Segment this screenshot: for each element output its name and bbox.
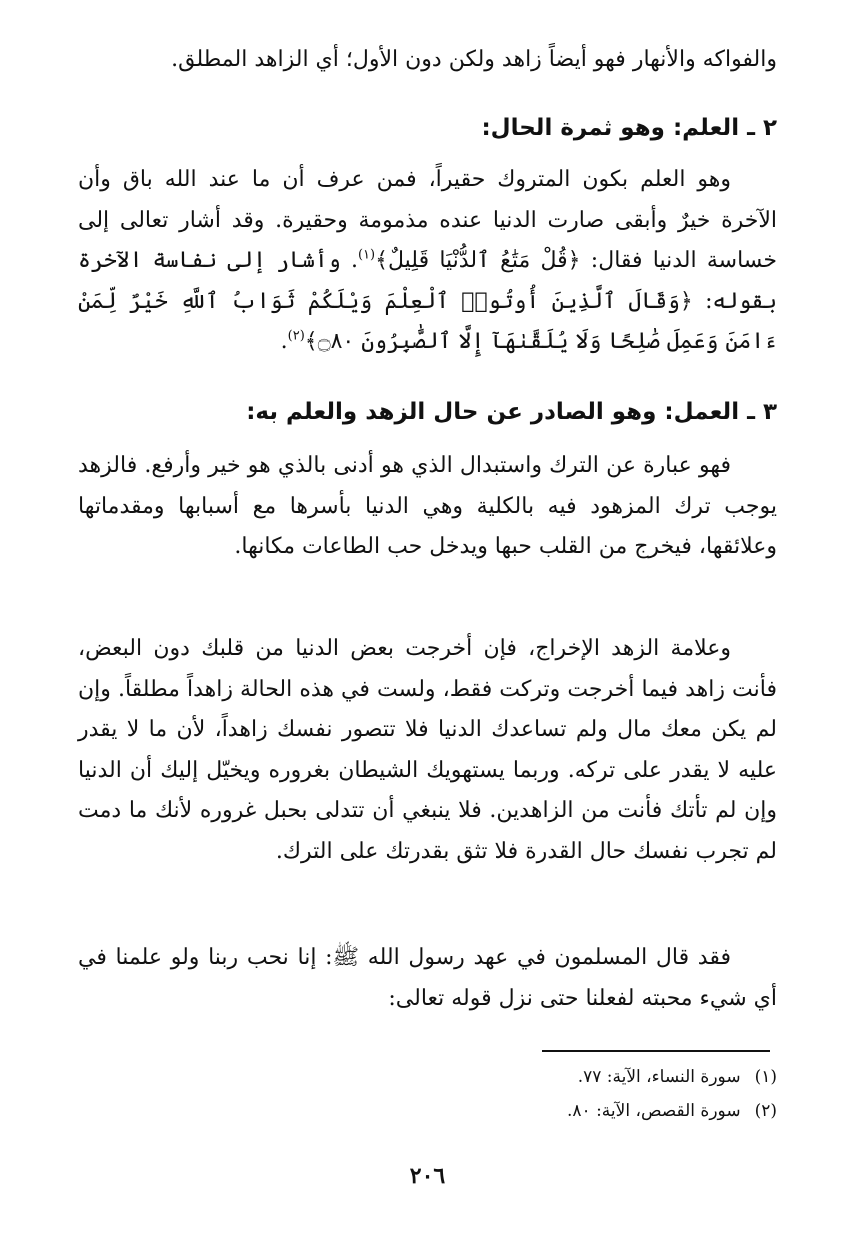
section-2-heading: ٢ ـ العلم: وهو ثمرة الحال: bbox=[481, 115, 777, 141]
section-3-heading: ٣ ـ العمل: وهو الصادر عن حال الزهد والعلم به: bbox=[246, 399, 777, 425]
section-2-text-cont: . وأشار إلى نفاسة الآخرة بقوله: ﴿وَقَالَ ٱلَّذِينَ أُوتُوا۟ ٱلْعِلْمَ وَيْلَكُمْ ثَوَابُ ٱللَّهِ خَيْرٌ لِّمَنْ ءَامَنَ وَعَمِلَ صَٰلِحًا وَلَا يُلَقَّىٰهَآ إِلَّا ٱلصَّٰبِرُونَ ۝٨٠﴾ bbox=[78, 248, 777, 354]
section-3-paragraph-2-text: وعلامة الزهد الإخراج، فإن أخرجت بعض الدنيا من قلبك دون البعض، فأنت زاهد فيما أخرجت وتركت فقط، ولست في هذه الحالة زاهداً مطلقاً. وإن لم يكن معك مال ولم تساعدك الدنيا فلا تتصور نفسك زاهداً، لأن ما لا يقدر عليه لا يقدر على تركه. وربما يستهويك الشيطان بغروره ويخيّل إليك أن الدنيا وإن لم تأتك فأنت من الزاهدين. فلا ينبغي أن تتدلى بحبل غروره لأنك ما دمت لم تجرب نفسك حال القدرة فلا تثق بقدرتك على الترك. bbox=[78, 636, 777, 864]
top-line-text: والفواكه والأنهار فهو أيضاً زاهد ولكن دون الأول؛ أي الزاهد المطلق. bbox=[171, 47, 777, 72]
footnote-ref-1: (١) bbox=[357, 247, 376, 263]
section-3-paragraph-3-text: فقد قال المسلمون في عهد رسول الله ﷺ: إنا نحب ربنا ولو علمنا في أي شيء محبته لفعلنا حتى نزل قوله تعالى: bbox=[78, 945, 777, 1011]
footnotes bbox=[78, 1060, 777, 1128]
section-2-paragraph bbox=[78, 160, 777, 363]
footnote-2 bbox=[78, 1094, 777, 1128]
footnote-ref-2: (٢) bbox=[287, 328, 305, 344]
footnote-1-number: (١) bbox=[754, 1067, 777, 1087]
footnote-1 bbox=[78, 1060, 777, 1094]
page-number: ٢٠٦ bbox=[409, 1163, 446, 1189]
section-3-paragraph-1 bbox=[78, 446, 777, 568]
section-3-paragraph-1-text: فهو عبارة عن الترك واستبدال الذي هو أدنى بالذي هو خير وأرفع. فالزهد يوجب ترك المزهود فيه بالكلية وهي الدنيا بأسرها مع أسبابها ومقدماتها وعلائقها، فيخرج من القلب حبها ويدخل حب الطاعات مكانها. bbox=[78, 453, 777, 559]
footnote-2-text: سورة القصص، الآية: ٨٠. bbox=[567, 1101, 741, 1121]
continuation-line bbox=[78, 40, 777, 81]
section-2-text-end: . bbox=[280, 329, 288, 354]
footnote-divider bbox=[542, 1050, 770, 1052]
section-3-paragraph-2 bbox=[78, 629, 777, 872]
section-3-paragraph-3 bbox=[78, 938, 777, 1019]
footnote-2-number: (٢) bbox=[754, 1101, 777, 1121]
section-2-text: وهو العلم بكون المتروك حقيراً، فمن عرف أن ما عند الله باق وأن الآخرة خيرٌ وأبقى صارت الدنيا عنده مذمومة وحقيرة. وقد أشار تعالى إلى خساسة الدنيا فقال: ﴿قُلْ مَتَٰعُ ٱلدُّنْيَا قَلِيلٌ﴾ bbox=[78, 167, 777, 273]
footnote-1-text: سورة النساء، الآية: ٧٧. bbox=[577, 1067, 741, 1087]
